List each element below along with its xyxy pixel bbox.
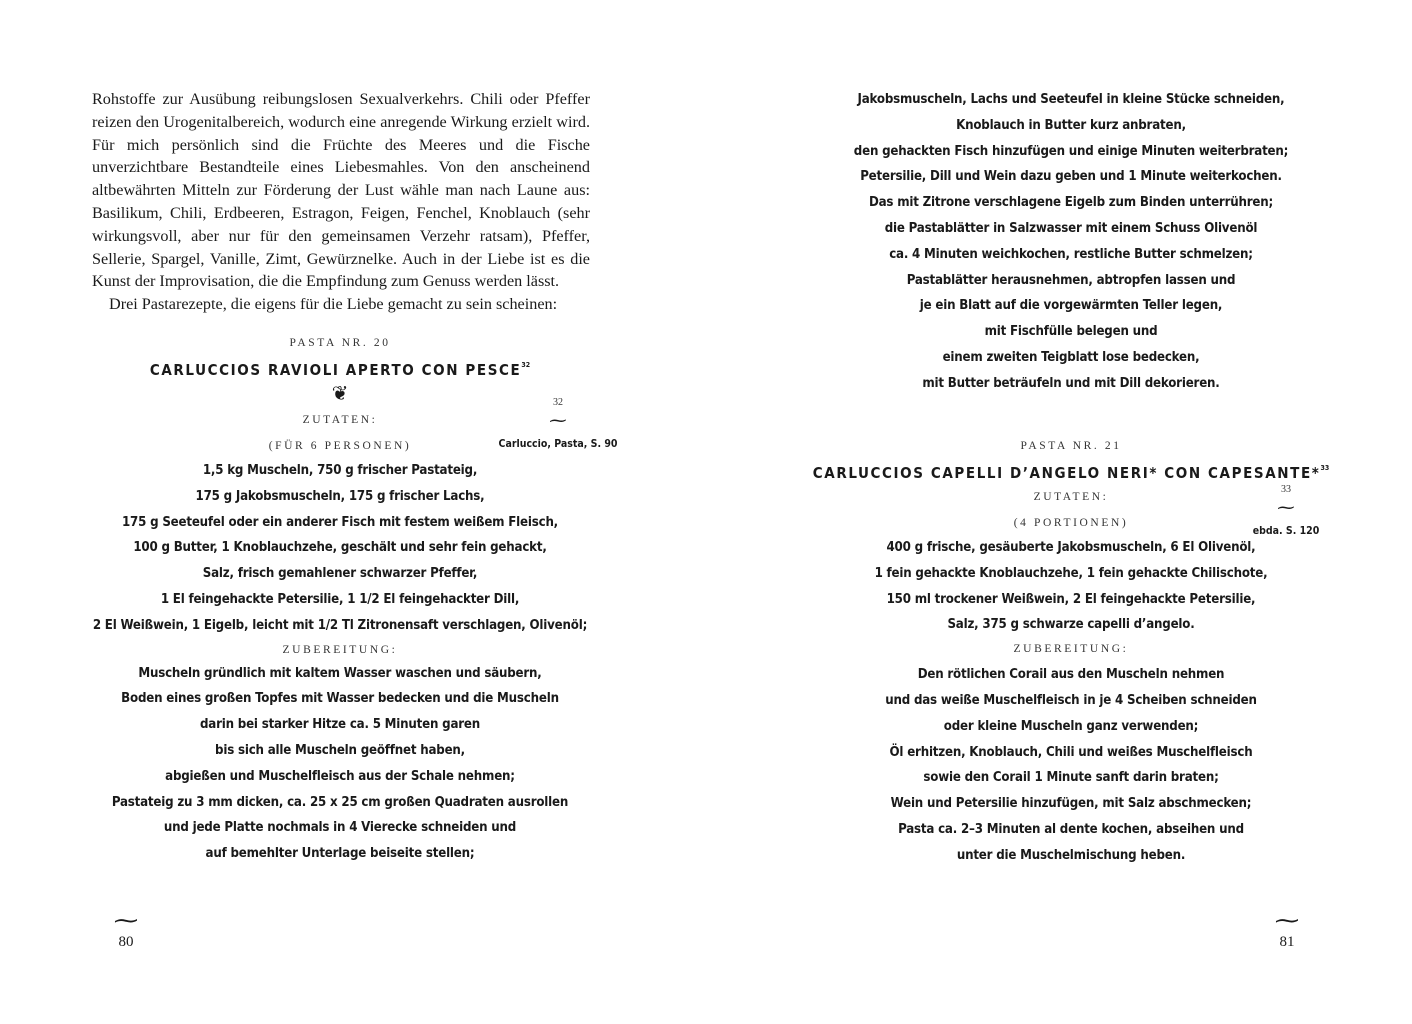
footnote-ref: 33 bbox=[1320, 464, 1330, 472]
ingredients-label: ZUTATEN: bbox=[302, 414, 378, 426]
footnote-ref: 32 bbox=[521, 361, 531, 369]
step-line: Pastateig zu 3 mm dicken, ca. 25 x 25 cm großen Quadraten ausrollen bbox=[111, 794, 569, 810]
preparation-label: ZUBEREITUNG: bbox=[282, 643, 398, 656]
step-line: Pasta ca. 2–3 Minuten al dente kochen, abseihen und bbox=[898, 821, 1244, 837]
step-line: und jede Platte nochmals in 4 Vierecke schneiden und bbox=[163, 820, 517, 836]
ingredient-line: 1 El feingehackte Petersilie, 1 1/2 El feingehackter Dill, bbox=[160, 591, 520, 607]
recipe-title-text: CARLUCCIOS CAPELLI D’ANGELO NERI* CON CAPESANTE* bbox=[812, 464, 1321, 482]
step-line: Den rötlichen Corail aus den Muscheln nehmen bbox=[917, 667, 1225, 683]
ingredient-line: 1,5 kg Muscheln, 750 g frischer Pastateig, bbox=[202, 463, 478, 478]
step-line: unter die Muschelmischung heben. bbox=[956, 847, 1186, 863]
ingredient-line: 100 g Butter, 1 Knoblauchzehe, geschält und sehr fein gehackt, bbox=[133, 540, 547, 556]
step-line: Boden eines großen Topfes mit Wasser bedecken und die Muscheln bbox=[121, 691, 559, 707]
ingredient-list bbox=[796, 535, 1346, 638]
step-line: Öl erhitzen, Knoblauch, Chili und weißes Muschelfleisch bbox=[889, 744, 1253, 760]
swash-ornament-icon: ~ bbox=[547, 410, 569, 431]
step-line: Petersilie, Dill und Wein dazu geben und 1 Minute weiterkochen. bbox=[860, 169, 1282, 185]
footnote-32 bbox=[496, 397, 620, 450]
recipe-title-text: CARLUCCIOS RAVIOLI APERTO CON PESCE bbox=[149, 361, 522, 379]
footnote-number: 32 bbox=[553, 397, 563, 408]
step-line: oder kleine Muscheln ganz verwenden; bbox=[943, 718, 1199, 734]
step-line: mit Butter beträufeln und mit Dill dekorieren. bbox=[922, 375, 1220, 391]
footnote-33 bbox=[1244, 484, 1328, 537]
step-line: Knoblauch in Butter kurz anbraten, bbox=[956, 117, 1186, 133]
servings-label: (FÜR 6 PERSONEN) bbox=[268, 440, 412, 452]
step-line: je ein Blatt auf die vorgewärmten Teller legen, bbox=[919, 298, 1223, 314]
footnote-text: Carluccio, Pasta, S. 90 bbox=[498, 438, 618, 450]
recipe-20-continuation bbox=[796, 87, 1346, 397]
ingredient-list bbox=[90, 458, 590, 639]
ingredient-line: Salz, frisch gemahlener schwarzer Pfeffer, bbox=[202, 566, 478, 582]
step-line: und das weiße Muschelfleisch in je 4 Scheiben schneiden bbox=[885, 692, 1257, 708]
preparation-label: ZUBEREITUNG: bbox=[1013, 643, 1129, 656]
recipe-number: PASTA NR. 20 bbox=[289, 337, 391, 349]
servings-label: (4 PORTIONEN) bbox=[1013, 517, 1129, 529]
ingredient-line: 150 ml trockener Weißwein, 2 El feingehackte Petersilie, bbox=[886, 591, 1256, 607]
step-line: Wein und Petersilie hinzufügen, mit Salz abschmecken; bbox=[890, 796, 1252, 812]
step-line: Das mit Zitrone verschlagene Eigelb zum Binden unterrühren; bbox=[868, 195, 1274, 211]
page-folio bbox=[106, 909, 146, 951]
prose-paragraph: Rohstoffe zur Ausübung reibungslosen Sexualverkehrs. Chili oder Pfeffer reizen den Urogenitalbereich, wodurch eine anregende Wirkung erzielt wird. Für mich persönlich sind die Früchte des Meeres und die Fische unverzichtbare Bestandteile eines Liebesmahles. Von den anscheinend altbewährten Mitteln zur Förderung der Lust wähle man nach Laune aus: Basilikum, Chili, Erdbeeren, Estragon, Feigen, Fenchel, Knoblauch (sehr wirkungsvoll, aber nur für den gemeinsamen Verzehr ratsam), Pfeffer, Sellerie, Spargel, Vanille, Zimt, Gewürznelke. Auch in der Liebe ist es die Kunst der Improvisation, die die Empfindung zum Genuss werden lässt. bbox=[92, 90, 590, 291]
ingredient-line: 1 fein gehackte Knoblauchzehe, 1 fein gehackte Chilischote, bbox=[874, 565, 1268, 581]
preparation-steps bbox=[796, 662, 1346, 868]
step-line: darin bei starker Hitze ca. 5 Minuten garen bbox=[200, 717, 480, 733]
step-line: die Pastablätter in Salzwasser mit einem Schuss Olivenöl bbox=[884, 220, 1258, 236]
right-page bbox=[706, 0, 1412, 1024]
page-number: 81 bbox=[1279, 934, 1295, 950]
step-line: sowie den Corail 1 Minute sanft darin braten; bbox=[923, 770, 1219, 786]
footnote-text: ebda. S. 120 bbox=[1252, 525, 1320, 537]
preparation-steps bbox=[90, 661, 590, 867]
step-line: mit Fischfülle belegen und bbox=[984, 324, 1158, 340]
step-line: abgießen und Muschelfleisch aus der Schale nehmen; bbox=[165, 768, 515, 784]
recipe-title bbox=[90, 356, 590, 382]
tilde-ornament-icon: ~ bbox=[1272, 909, 1302, 934]
page-number: 80 bbox=[118, 934, 134, 950]
recipe-number: PASTA NR. 21 bbox=[1020, 440, 1122, 452]
ingredient-line: 2 El Weißwein, 1 Eigelb, leicht mit 1/2 Tl Zitronensaft verschlagen, Olivenöl; bbox=[92, 617, 588, 633]
ingredient-line: 400 g frische, gesäuberte Jakobsmuscheln, 6 El Olivenöl, bbox=[886, 540, 1256, 555]
step-line: bis sich alle Muscheln geöffnet haben, bbox=[215, 742, 465, 758]
prose-paragraph: Drei Pastarezepte, die eigens für die Liebe gemacht zu sein scheinen: bbox=[109, 295, 558, 314]
intro-prose bbox=[92, 88, 590, 316]
ingredient-line: 175 g Seeteufel oder ein anderer Fisch mit festem weißem Fleisch, bbox=[122, 514, 558, 530]
ingredients-label: ZUTATEN: bbox=[1033, 491, 1109, 503]
ingredient-line: Salz, 375 g schwarze capelli d’angelo. bbox=[947, 617, 1195, 633]
step-line: Jakobsmuscheln, Lachs und Seeteufel in kleine Stücke schneiden, bbox=[857, 92, 1285, 107]
step-line: Muscheln gründlich mit kaltem Wasser waschen und säubern, bbox=[138, 665, 542, 681]
step-line: einem zweiten Teigblatt lose bedecken, bbox=[942, 349, 1200, 365]
heart-ornament-icon: ❦ bbox=[331, 381, 349, 405]
page-folio bbox=[1267, 909, 1307, 951]
step-line: ca. 4 Minuten weichkochen, restliche Butter schmelzen; bbox=[889, 246, 1253, 262]
footnote-number: 33 bbox=[1281, 484, 1291, 495]
step-line: den gehackten Fisch hinzufügen und einige Minuten weiterbraten; bbox=[853, 143, 1289, 159]
swash-ornament-icon: ~ bbox=[1275, 497, 1297, 518]
tilde-ornament-icon: ~ bbox=[111, 909, 141, 934]
step-line: auf bemehlter Unterlage beiseite stellen; bbox=[205, 846, 475, 862]
ingredient-line: 175 g Jakobsmuscheln, 175 g frischer Lachs, bbox=[195, 488, 485, 504]
step-line: Pastablätter herausnehmen, abtropfen lassen und bbox=[906, 272, 1236, 288]
